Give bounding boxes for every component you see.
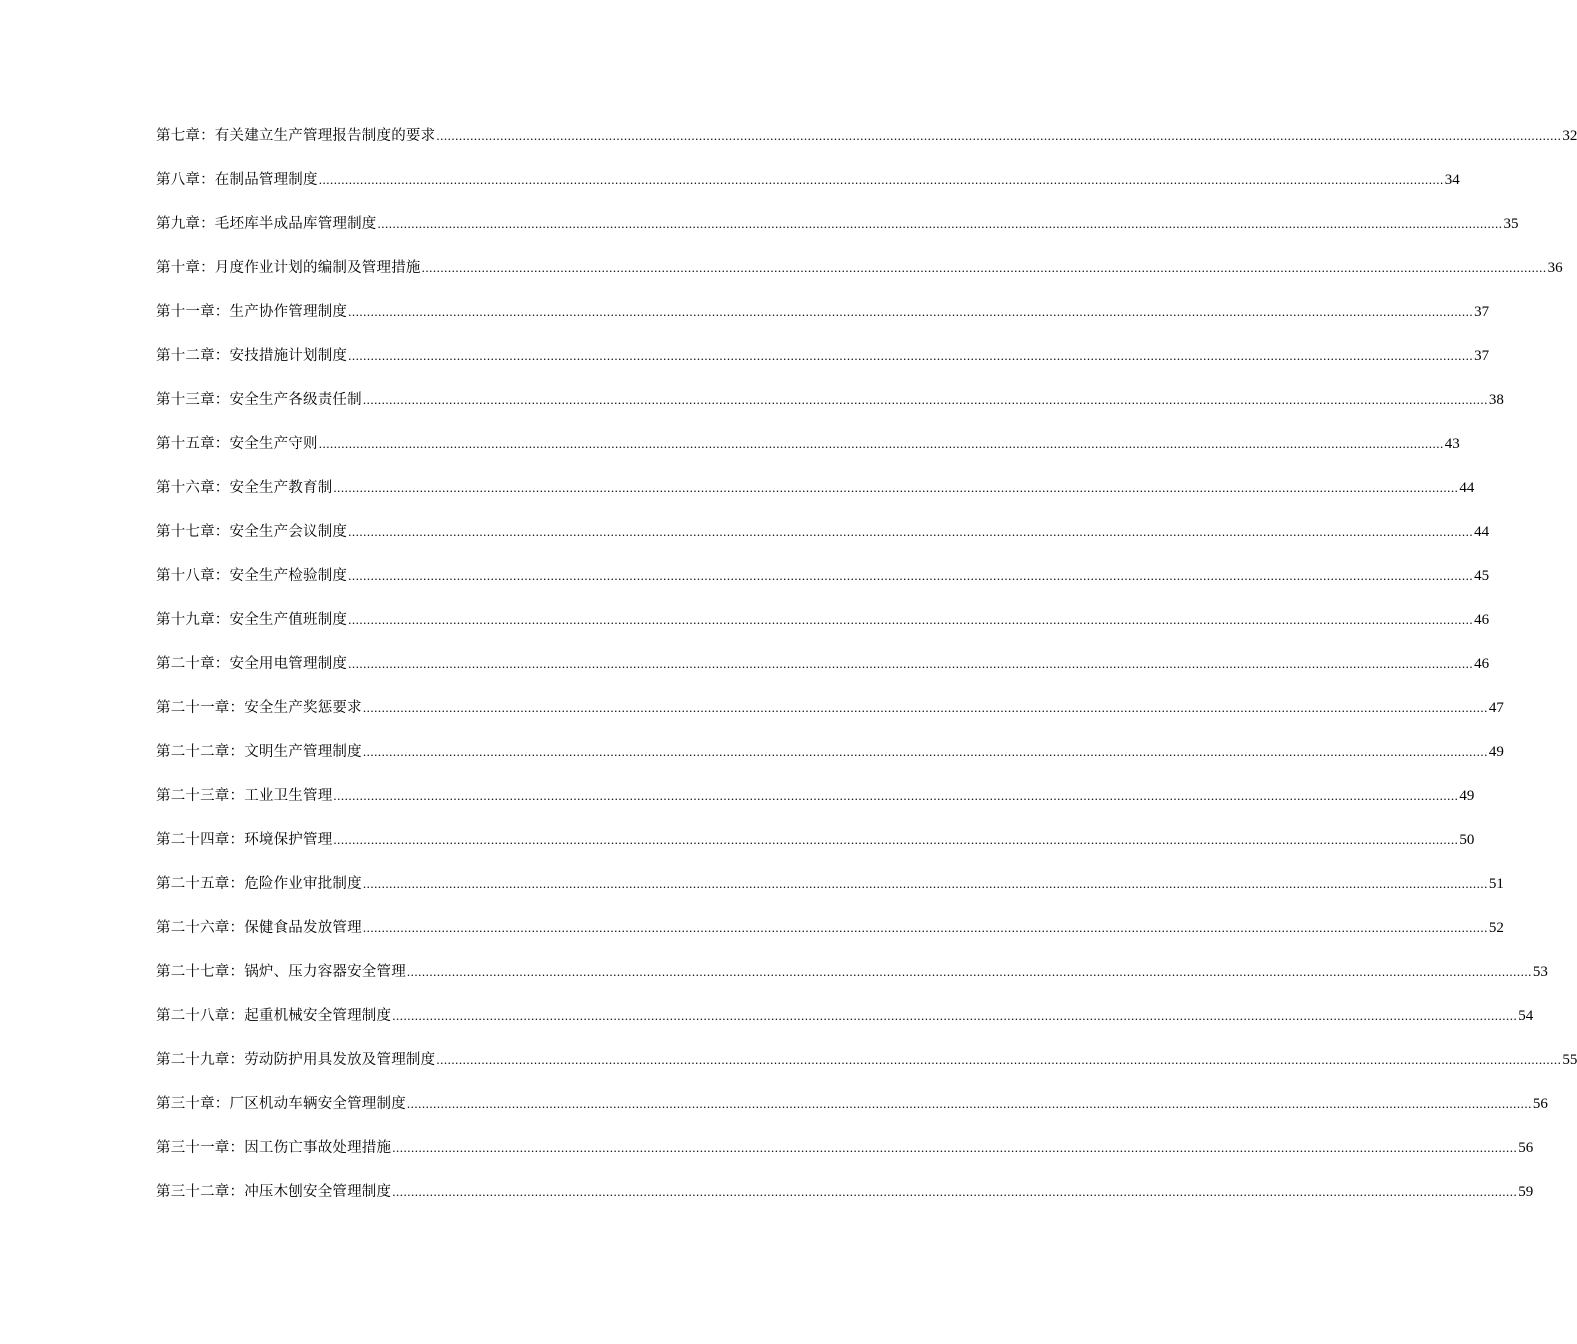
toc-entry[interactable] [156, 918, 1504, 962]
toc-page-number: 37 [1474, 348, 1490, 364]
toc-dot-leader: ............................................................................................................................................................................................................................................................................................................ [348, 348, 1474, 363]
toc-page-number: 50 [1459, 832, 1475, 848]
toc-entry[interactable] [156, 522, 1490, 566]
toc-dot-leader: ............................................................................................................................................................................................................................................................................................................ [348, 612, 1474, 627]
toc-dot-leader: ............................................................................................................................................................................................................................................................................................................ [333, 788, 1459, 803]
toc-entry-title: 第七章：有关建立生产管理报告制度的要求 [156, 128, 436, 144]
toc-entry[interactable] [156, 962, 1548, 1006]
toc-dot-leader: ............................................................................................................................................................................................................................................................................................................ [362, 876, 1488, 891]
toc-page-number: 52 [1488, 920, 1504, 936]
toc-dot-leader: ............................................................................................................................................................................................................................................................................................................ [436, 128, 1562, 143]
toc-entry-title: 第十二章：安技措施计划制度 [156, 348, 348, 364]
toc-entry-title: 第二十四章：环境保护管理 [156, 832, 333, 848]
toc-dot-leader: ............................................................................................................................................................................................................................................................................................................ [406, 964, 1532, 979]
toc-entry[interactable] [156, 566, 1490, 610]
toc-page-number: 46 [1474, 656, 1490, 672]
toc-page-number: 45 [1474, 568, 1490, 584]
toc-entry[interactable] [156, 214, 1519, 258]
toc-entry[interactable] [156, 1006, 1534, 1050]
toc-dot-leader: ............................................................................................................................................................................................................................................................................................................ [318, 436, 1444, 451]
toc-dot-leader: ............................................................................................................................................................................................................................................................................................................ [392, 1140, 1518, 1155]
toc-dot-leader: ............................................................................................................................................................................................................................................................................................................ [362, 920, 1488, 935]
toc-page-number: 54 [1518, 1008, 1534, 1024]
toc-entry[interactable] [156, 786, 1475, 830]
toc-entry[interactable] [156, 258, 1563, 302]
toc-entry[interactable] [156, 698, 1504, 742]
toc-entry[interactable] [156, 126, 1577, 170]
toc-dot-leader: ............................................................................................................................................................................................................................................................................................................ [377, 216, 1503, 231]
toc-entry-title: 第十章：月度作业计划的编制及管理措施 [156, 260, 421, 276]
toc-dot-leader: ............................................................................................................................................................................................................................................................................................................ [406, 1096, 1532, 1111]
toc-dot-leader: ............................................................................................................................................................................................................................................................................................................ [392, 1184, 1518, 1199]
toc-entry-title: 第三十章：厂区机动车辆安全管理制度 [156, 1096, 406, 1112]
toc-page-number: 51 [1488, 876, 1504, 892]
table-of-contents [156, 126, 1577, 1226]
toc-entry-title: 第十八章：安全生产检验制度 [156, 568, 348, 584]
toc-entry-title: 第二十章：安全用电管理制度 [156, 656, 348, 672]
toc-page-number: 34 [1444, 172, 1460, 188]
toc-entry[interactable] [156, 170, 1460, 214]
toc-page-number: 56 [1518, 1140, 1534, 1156]
toc-dot-leader: ............................................................................................................................................................................................................................................................................................................ [362, 744, 1488, 759]
toc-entry-title: 第二十三章：工业卫生管理 [156, 788, 333, 804]
toc-entry-title: 第十五章：安全生产守则 [156, 436, 318, 452]
toc-entry[interactable] [156, 1050, 1577, 1094]
toc-page-number: 55 [1562, 1052, 1577, 1068]
toc-page-number: 44 [1474, 524, 1490, 540]
toc-entry[interactable] [156, 434, 1460, 478]
toc-entry-title: 第十七章：安全生产会议制度 [156, 524, 348, 540]
toc-entry[interactable] [156, 346, 1490, 390]
toc-dot-leader: ............................................................................................................................................................................................................................................................................................................ [436, 1052, 1562, 1067]
toc-entry-title: 第二十一章：安全生产奖惩要求 [156, 700, 362, 716]
toc-page-number: 49 [1488, 744, 1504, 760]
toc-entry[interactable] [156, 742, 1504, 786]
toc-entry-title: 第二十六章：保健食品发放管理 [156, 920, 362, 936]
toc-entry[interactable] [156, 830, 1475, 874]
toc-entry-title: 第九章：毛坯库半成品库管理制度 [156, 216, 377, 232]
toc-dot-leader: ............................................................................................................................................................................................................................................................................................................ [348, 524, 1474, 539]
toc-dot-leader: ............................................................................................................................................................................................................................................................................................................ [348, 568, 1474, 583]
toc-page-number: 53 [1532, 964, 1548, 980]
toc-entry[interactable] [156, 1094, 1548, 1138]
toc-dot-leader: ............................................................................................................................................................................................................................................................................................................ [421, 260, 1547, 275]
toc-entry-title: 第二十八章：起重机械安全管理制度 [156, 1008, 392, 1024]
toc-page-number: 35 [1503, 216, 1519, 232]
toc-entry-title: 第二十二章：文明生产管理制度 [156, 744, 362, 760]
toc-dot-leader: ............................................................................................................................................................................................................................................................................................................ [318, 172, 1444, 187]
toc-entry-title: 第二十七章：锅炉、压力容器安全管理 [156, 964, 406, 980]
toc-dot-leader: ............................................................................................................................................................................................................................................................................................................ [392, 1008, 1518, 1023]
toc-dot-leader: ............................................................................................................................................................................................................................................................................................................ [348, 304, 1474, 319]
toc-dot-leader: ............................................................................................................................................................................................................................................................................................................ [333, 480, 1459, 495]
toc-page-number: 49 [1459, 788, 1475, 804]
toc-page-number: 36 [1547, 260, 1563, 276]
toc-page-number: 43 [1444, 436, 1460, 452]
toc-dot-leader: ............................................................................................................................................................................................................................................................................................................ [362, 392, 1488, 407]
toc-entry-title: 第十六章：安全生产教育制 [156, 480, 333, 496]
toc-dot-leader: ............................................................................................................................................................................................................................................................................................................ [362, 700, 1488, 715]
toc-entry-title: 第二十九章：劳动防护用具发放及管理制度 [156, 1052, 436, 1068]
toc-page-number: 59 [1518, 1184, 1534, 1200]
toc-page-number: 56 [1532, 1096, 1548, 1112]
toc-dot-leader: ............................................................................................................................................................................................................................................................................................................ [333, 832, 1459, 847]
toc-entry[interactable] [156, 1182, 1534, 1226]
toc-entry-title: 第三十二章：冲压木刨安全管理制度 [156, 1184, 392, 1200]
toc-entry[interactable] [156, 874, 1504, 918]
toc-entry-title: 第三十一章：因工伤亡事故处理措施 [156, 1140, 392, 1156]
toc-entry-title: 第二十五章：危险作业审批制度 [156, 876, 362, 892]
toc-entry-title: 第八章：在制品管理制度 [156, 172, 318, 188]
toc-entry[interactable] [156, 478, 1475, 522]
toc-page-number: 44 [1459, 480, 1475, 496]
toc-entry[interactable] [156, 654, 1490, 698]
toc-entry[interactable] [156, 1138, 1534, 1182]
toc-entry[interactable] [156, 390, 1504, 434]
toc-entry[interactable] [156, 610, 1490, 654]
toc-entry-title: 第十一章：生产协作管理制度 [156, 304, 348, 320]
toc-page-number: 47 [1488, 700, 1504, 716]
toc-dot-leader: ............................................................................................................................................................................................................................................................................................................ [348, 656, 1474, 671]
toc-page-number: 38 [1488, 392, 1504, 408]
toc-entry[interactable] [156, 302, 1490, 346]
toc-page-number: 37 [1474, 304, 1490, 320]
toc-entry-title: 第十三章：安全生产各级责任制 [156, 392, 362, 408]
toc-page-number: 46 [1474, 612, 1490, 628]
toc-entry-title: 第十九章：安全生产值班制度 [156, 612, 348, 628]
toc-page-number: 32 [1562, 128, 1577, 144]
